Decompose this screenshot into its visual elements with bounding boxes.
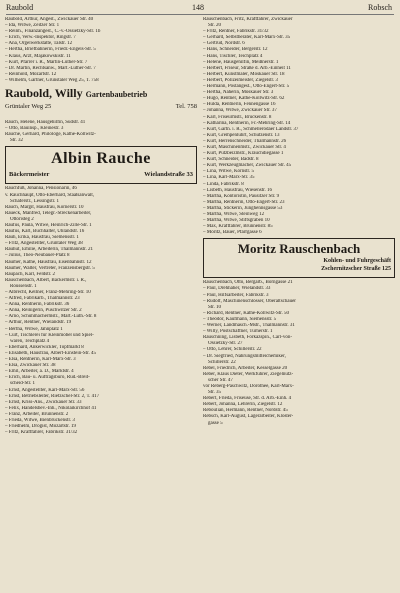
directory-entry: – Franz, Arbeiter, Brunnenstr. 2 (5, 411, 69, 417)
directory-entry: – Emil, Arbeiter, a. D., Marktstr. 4 (5, 369, 74, 375)
directory-entry: – Johanna, Witwe, Zwickauer Str. 37 (203, 108, 277, 114)
directory-entry: – Martha, Stickerin, Junghennsgasse 53 (203, 205, 283, 211)
directory-entry: Roussenstr. 1 (10, 283, 37, 289)
directory-entry: – Reinh., Finanzangest., C.-v.-Ossietzky-Str. 1b (5, 29, 101, 35)
directory-entry: – Herbert, Friseur, Straße d. Arb.-Einheit 11 (203, 65, 291, 71)
directory-entry: Rebert, Frieda, Friseuse, Str. d. Arb.-Einh. 4 (203, 396, 292, 402)
directory-entry: scher Str. 47 (208, 377, 233, 383)
directory-entry: – Kurt, Herrenschneider, Thälmannstr. 26 (203, 138, 287, 144)
directory-entry: – Otto, Bauinsp., Kleinestr. 3 (5, 126, 64, 132)
directory-entry: Raufus, Karl, Buchhalter, Uhlandstr. 16 (5, 229, 85, 235)
directory-entry: vor Reberg-Paschwitz, Dorothee, Karl-Marx- (203, 383, 294, 389)
directory-entry: – Alfred, Fabrikarb., Thälmannstr. 23 (5, 296, 80, 302)
entries-left-top (5, 17, 197, 84)
directory-entry: – Ana, Orgelwerkstätte, Talstr. 12 (5, 41, 73, 47)
ad-raubold-address: Grüntaler Weg 25 (5, 103, 52, 111)
directory-entry: – Kurt, Maschinenmstr., Zwickauer Str. 4 (203, 144, 286, 150)
directory-entry: Rauschning, Lisbeth, Förkazspin., Carl-von- (203, 335, 293, 341)
ad-raubold-phone: Tel. 758 (175, 103, 197, 111)
directory-entry: – Dr. Martin, Rechtsanw., Mart.-Luther-Str. 7 (5, 65, 96, 71)
directory-entry: – Erich, Bau- u. Auftragsbüro, Rud.-Breit- (5, 375, 90, 381)
directory-entry: – Helene, Hausgehilfin, Meißnerstr. 1 (203, 59, 279, 65)
directory-entry: – Rudolf, Maschinenschlosser, Oberaltschauer (203, 298, 296, 304)
directory-entry: Str. 10 (208, 304, 222, 310)
entries-left-bottom (5, 186, 197, 436)
directory-entry: – Hertha, Briefbahnerin, Friedr.-Engels-Str. 5 (5, 47, 96, 53)
directory-entry: Rauschenbach, Otto, Bergarb., Borngasse 21 (203, 280, 293, 286)
entries-left-mid (5, 120, 197, 144)
directory-entry: Rauschenbach, Fritz, Kraftfahrer, Zwickauer (203, 17, 293, 22)
directory-entry: – Hans, Schneider, Bergerstr. 12 (203, 47, 268, 53)
directory-entry: Rebert, Johanna, Lehrerin, Ziegelstr. 12 (203, 402, 283, 408)
directory-entry: – Klaus, Arzt, Majakowskistr. 11 (5, 53, 71, 59)
directory-entry: Raufus, Paula, Witwe, Heinrich-Zille-Str. 1 (5, 222, 92, 228)
header-right: Robsch (368, 3, 392, 12)
directory-entry: – Eberhard, Ankerwickler, Topfmarkt 8 (5, 344, 84, 350)
directory-entry: Str. 35 (208, 390, 222, 396)
directory-entry: – Lina, Witwe, Kornstr. 5 (203, 169, 254, 175)
ad-raubold (5, 86, 197, 118)
directory-entry: – Bertha, Witwe, Jahnplatz 1 (5, 326, 63, 332)
directory-entry: – Arthur, Rentner, Wielandstr. 19 (5, 320, 72, 326)
directory-entry: – Elisabeth, Hausfrau, Albert-Einstein-Str. 45 (5, 350, 96, 356)
directory-entry: Raumer, Walter, Vertreter, Franzensbergstr. 5 (5, 265, 95, 271)
right-column (203, 17, 395, 427)
entries-right-bottom (203, 280, 395, 426)
directory-entry: – Paul, Drehhäher, Wielandstr. 33 (203, 286, 271, 292)
directory-entry: Rauche, Gerhard, Philologe, Käthe-Kollwitz- (5, 132, 96, 138)
directory-entry: – Julius, Theo-Neubauer-Platz 8 (5, 253, 70, 259)
page-number: 148 (192, 3, 204, 12)
directory-entry: – Lisbeth, Hausfrau, Wiesenstr. 16 (203, 187, 272, 193)
directory-entry: Raubold, Arthur, Angest., Zwickauer Str. 40 (5, 17, 94, 22)
directory-entry: – Moritz, Bauer, Pfarrgasse 6 (203, 230, 262, 236)
directory-entry: – Ernst, Angestellter, Karl-Marx-Str. 56 (5, 387, 85, 393)
directory-entry: Reboulian, Hermann, Rentner, Nordstr. 45 (203, 408, 288, 414)
directory-entry: – Gertrud, Nordstr. 6 (203, 41, 245, 47)
directory-entry: – Kurt, Pfarrer i. R., Martin-Luther-Str. 7 (5, 59, 88, 65)
directory-entry: – Wilhelm, Gärtner, Grünstaler Weg 25, T. 758 (5, 77, 99, 83)
directory-entry: – Fritz, Rentner, Fabrikstr. 31/32 (203, 29, 269, 35)
directory-entry: – Albrecht, Kellner, Franz-Mehring-Str. 10 (5, 290, 91, 295)
directory-entry: – Herbert, Kunstmaler, Moskauer Str. 18 (203, 71, 285, 77)
directory-entry: scheid-Str. 1 (10, 381, 35, 387)
directory-entry: – Martha, Kontoristin, Pausitzer Str. 9 (203, 193, 280, 199)
directory-entry: – Werner, Landmasch.-Mstr., Thälmannstr. 31 (203, 323, 295, 329)
directory-entry: Str. 20 (208, 23, 222, 29)
directory-entry: – Paul, Hilfsarbeiter, Fabrikstr. 3 (203, 292, 269, 298)
directory-entry: – Frieda, Witwe, Bienbrückenstr. 3 (5, 417, 75, 423)
directory-entry: – Hugo, Rentner, Käthe-Kollwitz-Str. 62 (203, 96, 285, 102)
directory-entry: Rauschenbach, Albert, Bäckermstr. i. R., (5, 277, 87, 283)
directory-entry: Raumer, Käthe, Hausfrau, Eisenbahnstr. 12 (5, 259, 92, 265)
ad-rauschenbach-name: Moritz Rauschenbach (237, 241, 361, 257)
directory-entry: – Erich, Verw.-Inspektor, Ringstr. 7 (5, 35, 76, 41)
directory-entry: – Elsa, Zwickauer Str. 38 (5, 363, 56, 369)
ad-rauschenbach (203, 238, 395, 278)
ad-rauschenbach-line2: Zschernitzscher Straße 125 (321, 265, 391, 272)
directory-entry: Rauhut, Emilie, Arbeiterin, Thälmannstr. 21 (5, 247, 93, 253)
ad-rauche (5, 146, 197, 184)
directory-entry: – Gerhard, Selbstberater, Karl-Marx-Str. 35 (203, 35, 291, 41)
directory-entry: – Friedhelm, Drogist, Mozartstr. 19 (5, 424, 76, 430)
directory-entry: – Hermann, Postangest., Otto-Engert-Str. 5 (203, 84, 290, 90)
ad-rauche-trade: Bäckermeister (9, 171, 50, 179)
directory-entry: – Willy, Postschaffner, Turnerstr. 1 (203, 329, 273, 335)
directory-entry: Rauch, Helene, Hausgehilfin, Südstr. 41 (5, 120, 86, 126)
directory-entry: Schäferstr., Lessingstr. 1 (10, 198, 60, 204)
directory-entry: – Martha, Witwe, Stiftsgraben 10 (203, 218, 270, 224)
directory-entry: – Hans, Tischler, Teichplatz 4 (203, 53, 263, 59)
directory-entry: – Arno, Schuhmachermstr., Mart.-Luth.-Str. 8 (5, 314, 97, 320)
directory-entry: – Ida, Witwe, Zeitzer Str. 1 (5, 23, 60, 29)
directory-entry: Str. 32 (10, 138, 24, 144)
directory-entry: – Katharina, Rentnerin, Fr.-Mehring-Str. 14 (203, 120, 291, 126)
directory-entry: – Anna, Reinigerin, Puschwitzer Str. 2 (5, 308, 82, 314)
directory-entry: – Kurt, Gärtn. i. R., Schmellerodaer Landstr. 37 (203, 126, 299, 132)
directory-entry: – Kurt, Grempenlührt, Schützenstr. 13 (203, 132, 280, 138)
directory-entry: – Martha, Rentnerin, Otto-Engert-Str. 23 (203, 199, 285, 205)
directory-entry: Ossietzky-Str. 27 (208, 341, 243, 347)
ad-rauschenbach-line1: Kohlen- und Fuhrgeschäft (323, 258, 391, 265)
directory-entry: Rauchfuß, Johanna, Pensionärin, 46 (5, 186, 77, 192)
directory-entry: Rauch, Margit, Hausfrau, Körnerstr. 10 (5, 204, 84, 210)
directory-entry: – Anna, Rentnerin, Fabrikstr. 36 (5, 302, 70, 308)
ad-raubold-trade: Gartenbaubetrieb (85, 90, 148, 100)
directory-entry: v. Rauchhaupt, Otto-Eberhard, Staatsanwalt, (5, 192, 94, 198)
directory-entry: – Hulda, Rentnerin, Fennengasse 16 (203, 102, 276, 108)
directory-entry: Raueck, Manfred, Telegr.-Streckenarbeiter, (5, 210, 92, 216)
directory-entry: – Kurt, Schneider, Badstr. 8 (203, 157, 259, 163)
directory-entry: – Lina, Karl-Marx-Str. 35 (203, 175, 255, 181)
directory-entry: – Felix, Handelsbev.-Inh., Nikolaikirchhof 41 (5, 405, 97, 411)
entries-right-top (203, 17, 395, 236)
directory-entry: Reber, Klaus Dieter, Werkführer, Ziegelnutz- (203, 371, 294, 377)
directory-entry: – Ernst, Betriebsleiter, Rietzschel-Str. 2, T. 417 (5, 393, 100, 399)
directory-entry: – Ernst, Kriss-Ans., Zwickauer Str. 33 (5, 399, 82, 405)
directory-entry: – Curt, Tischlerei für Kleinmöbel und Spiel- (5, 332, 94, 338)
directory-entry: – Herbert, Polizeimeister, Ziegelstr. 3 (203, 77, 278, 83)
directory-entry: – Theodor, Kaufmann, Siemensstr. 5 (203, 316, 277, 322)
directory-entry: – Kurt, Werkzeugmacher, Zwickauer Str. 45 (203, 163, 292, 169)
left-column (5, 17, 197, 436)
directory-entry: Rauh, Erika, Hausfrau, Siemensstr. 1 (5, 235, 79, 241)
header-left: Raubold (6, 3, 34, 12)
directory-entry: Rebsch, Karl-August, Lagerarbeiter, Kloster- (203, 414, 294, 420)
directory-entry: – Richard, Rentner, Käthe-Kollwitz-Str. 50 (203, 310, 290, 316)
directory-entry: – Fritz, Kraftfahrer, Fabrikstr. 31/32 (5, 430, 78, 436)
directory-entry: – Linda, Fabrikstr. 8 (203, 181, 244, 187)
directory-entry: – Hertha, Näherin, Moskauer Str. 3 (203, 90, 274, 96)
ad-rauche-address: Wielandstraße 33 (144, 171, 193, 179)
directory-entry: – Martha, Witwe, Steinweg 12 (203, 212, 265, 217)
directory-entry: Ottoristeg 2 (10, 216, 34, 222)
directory-entry: – Fritz, Angestellter, Grüntaler Weg 38 (5, 241, 83, 247)
directory-entry: – Kurt, Putzbeizmstr., Kräuchdiegasse 1 (203, 151, 284, 157)
directory-entry: waren, Teichplatz 4 (10, 338, 50, 344)
directory-entry: – Karl, Friseurmstr., Brückenstr. 8 (203, 114, 272, 120)
directory-entry: Raupach, Karl, Feldstr. 2 (5, 271, 55, 277)
directory-entry: Rebel, Friedrich, Arbeiter, Kesselgasse 20 (203, 365, 288, 371)
ad-rauche-name: Albin Rauche (51, 150, 151, 168)
directory-entry: gasse 5 (208, 420, 223, 426)
directory-entry: – Otto, Lehrer, Schillerstr. 22 (203, 347, 262, 353)
directory-entry: – Reinhold, Mozartstr. 12 (5, 71, 57, 77)
directory-entry: – Dr. Siegfried, Nahrungsmitteichemiker, (203, 353, 286, 359)
directory-entry: – Max, Kraftfahrer, Brunnenstr. 85 (203, 224, 273, 230)
directory-entry: – Elsa, Rentnerin, Karl-Marx-Str. 3 (5, 357, 76, 363)
page-header (6, 2, 394, 15)
ad-raubold-name: Raubold, Willy (5, 86, 83, 101)
directory-entry: Schillerstr. 22 (208, 359, 236, 365)
